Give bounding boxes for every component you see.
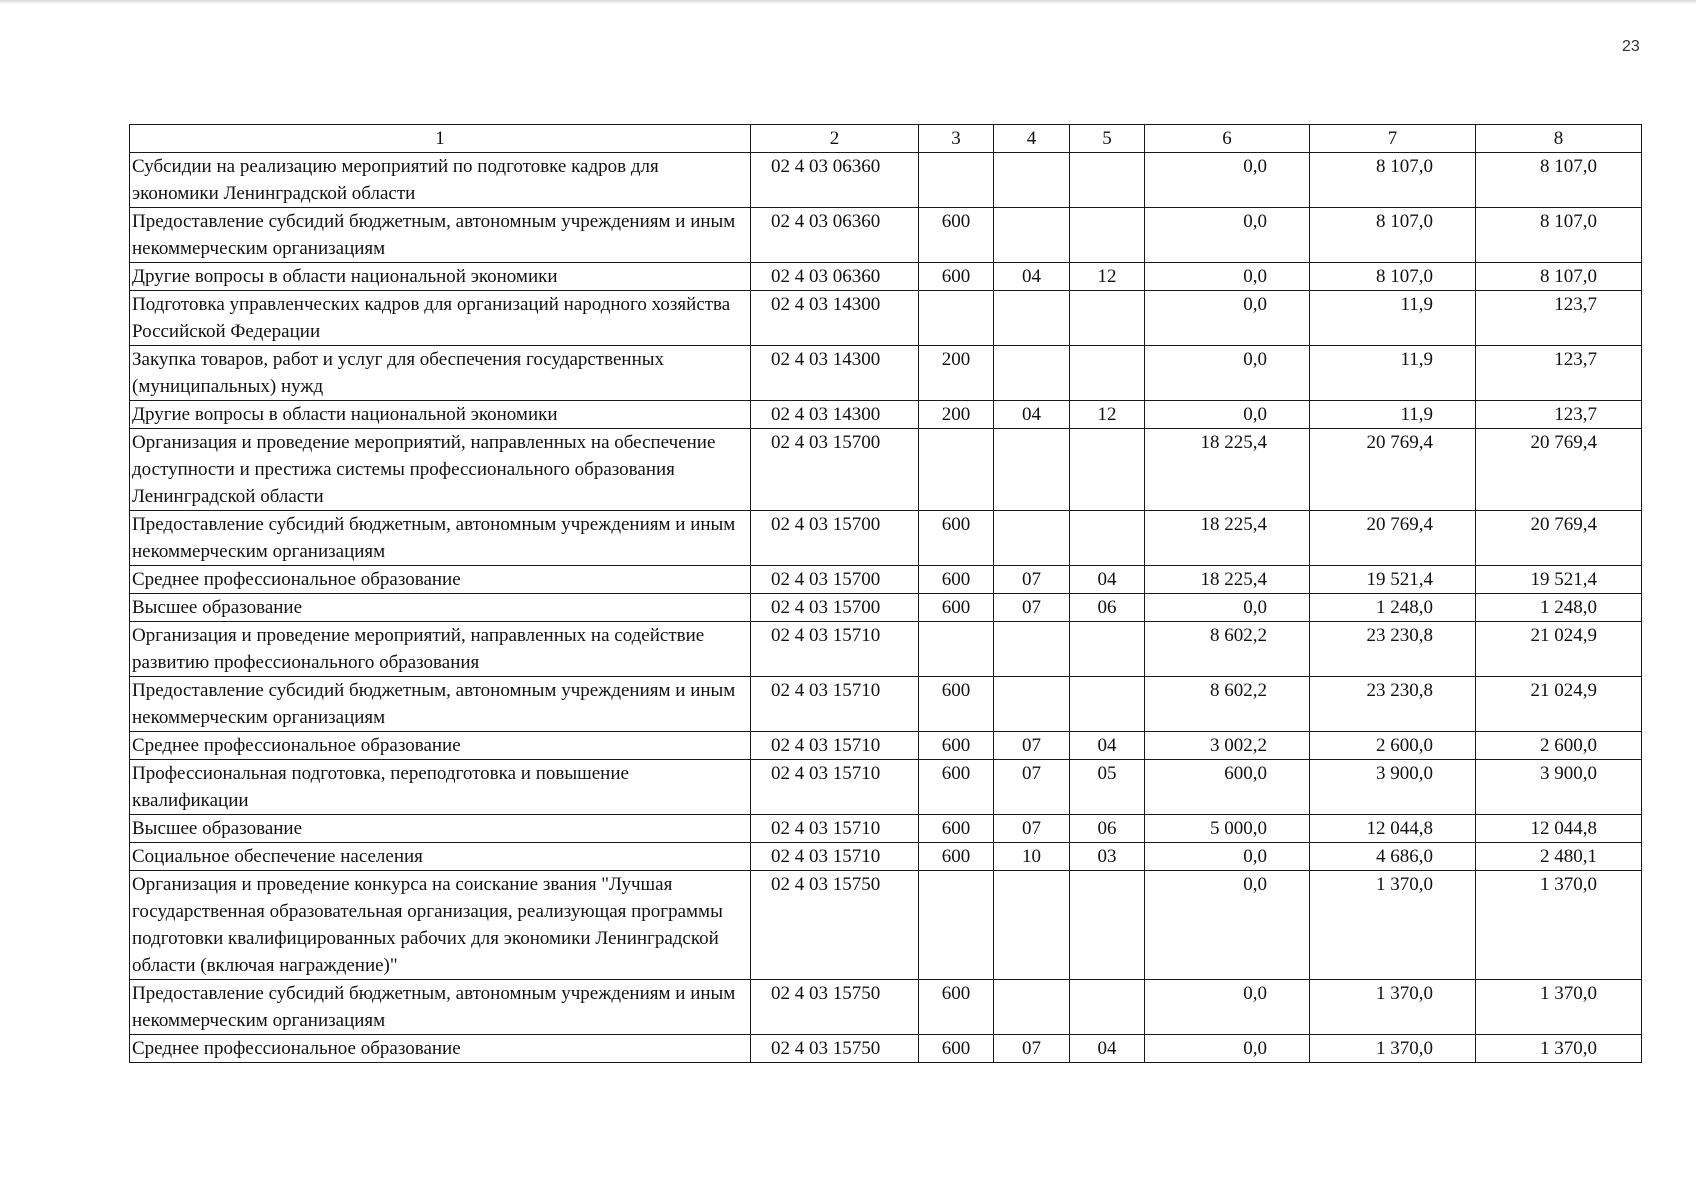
item-name-cell: Социальное обеспечение населения xyxy=(130,843,751,871)
subsection-cell: 06 xyxy=(1070,815,1145,843)
table-row xyxy=(130,263,1642,291)
page-number: 23 xyxy=(1622,38,1640,55)
target-code-cell: 02 4 03 15710 xyxy=(751,843,919,871)
item-name-cell: Организация и проведение конкурса на соискание звания "Лучшая государственная образовательная организация, реализующая программы подготовки квалифицированных рабочих для экономики Ленинградской области (включая награждение)" xyxy=(130,871,751,980)
table-row xyxy=(130,566,1642,594)
item-name-cell: Предоставление субсидий бюджетным, автономным учреждениям и иным некоммерческим организациям xyxy=(130,208,751,263)
table-row xyxy=(130,1035,1642,1063)
subsection-cell xyxy=(1070,871,1145,980)
amount-col6-cell: 600,0 xyxy=(1145,760,1310,815)
item-name-cell: Подготовка управленческих кадров для организаций народного хозяйства Российской Федерации xyxy=(130,291,751,346)
table-row xyxy=(130,843,1642,871)
amount-col6-cell: 0,0 xyxy=(1145,594,1310,622)
amount-col6-cell: 3 002,2 xyxy=(1145,732,1310,760)
target-code-cell: 02 4 03 15700 xyxy=(751,429,919,511)
amount-col8-cell: 8 107,0 xyxy=(1476,153,1642,208)
subsection-cell xyxy=(1070,208,1145,263)
expense-type-cell: 600 xyxy=(919,511,994,566)
amount-col7-cell: 11,9 xyxy=(1310,346,1476,401)
expense-type-cell: 600 xyxy=(919,263,994,291)
expense-type-cell xyxy=(919,871,994,980)
amount-col7-cell: 20 769,4 xyxy=(1310,429,1476,511)
amount-col7-cell: 1 370,0 xyxy=(1310,1035,1476,1063)
table-row xyxy=(130,346,1642,401)
expense-type-cell: 600 xyxy=(919,760,994,815)
amount-col8-cell: 8 107,0 xyxy=(1476,263,1642,291)
expense-type-cell xyxy=(919,429,994,511)
amount-col8-cell: 1 370,0 xyxy=(1476,980,1642,1035)
section-cell xyxy=(994,511,1070,566)
target-code-cell: 02 4 03 14300 xyxy=(751,291,919,346)
target-code-cell: 02 4 03 15750 xyxy=(751,1035,919,1063)
header-cell: 6 xyxy=(1145,125,1310,153)
expense-type-cell xyxy=(919,153,994,208)
expense-type-cell xyxy=(919,291,994,346)
amount-col6-cell: 0,0 xyxy=(1145,1035,1310,1063)
scan-edge xyxy=(0,0,1696,4)
amount-col8-cell: 12 044,8 xyxy=(1476,815,1642,843)
section-cell xyxy=(994,622,1070,677)
item-name-cell: Предоставление субсидий бюджетным, автономным учреждениям и иным некоммерческим организациям xyxy=(130,511,751,566)
amount-col7-cell: 12 044,8 xyxy=(1310,815,1476,843)
subsection-cell: 04 xyxy=(1070,732,1145,760)
item-name-cell: Высшее образование xyxy=(130,594,751,622)
item-name-cell: Среднее профессиональное образование xyxy=(130,566,751,594)
table-row xyxy=(130,871,1642,980)
target-code-cell: 02 4 03 15700 xyxy=(751,511,919,566)
subsection-cell: 03 xyxy=(1070,843,1145,871)
section-cell xyxy=(994,291,1070,346)
amount-col7-cell: 2 600,0 xyxy=(1310,732,1476,760)
header-cell: 5 xyxy=(1070,125,1145,153)
table-row xyxy=(130,401,1642,429)
item-name-cell: Другие вопросы в области национальной экономики xyxy=(130,401,751,429)
section-cell: 07 xyxy=(994,760,1070,815)
section-cell: 07 xyxy=(994,815,1070,843)
header-cell: 7 xyxy=(1310,125,1476,153)
section-cell xyxy=(994,980,1070,1035)
amount-col8-cell: 20 769,4 xyxy=(1476,429,1642,511)
amount-col7-cell: 8 107,0 xyxy=(1310,208,1476,263)
amount-col8-cell: 1 370,0 xyxy=(1476,871,1642,980)
amount-col7-cell: 8 107,0 xyxy=(1310,263,1476,291)
target-code-cell: 02 4 03 15710 xyxy=(751,677,919,732)
item-name-cell: Организация и проведение мероприятий, направленных на обеспечение доступности и престижа системы профессионального образования Ленинградской области xyxy=(130,429,751,511)
subsection-cell: 12 xyxy=(1070,401,1145,429)
amount-col6-cell: 18 225,4 xyxy=(1145,429,1310,511)
section-cell: 07 xyxy=(994,732,1070,760)
subsection-cell: 04 xyxy=(1070,1035,1145,1063)
expense-type-cell: 600 xyxy=(919,594,994,622)
item-name-cell: Среднее профессиональное образование xyxy=(130,732,751,760)
amount-col7-cell: 19 521,4 xyxy=(1310,566,1476,594)
amount-col8-cell: 8 107,0 xyxy=(1476,208,1642,263)
amount-col8-cell: 2 600,0 xyxy=(1476,732,1642,760)
table-row xyxy=(130,208,1642,263)
amount-col7-cell: 3 900,0 xyxy=(1310,760,1476,815)
table-body xyxy=(130,153,1642,1063)
amount-col7-cell: 1 248,0 xyxy=(1310,594,1476,622)
section-cell: 10 xyxy=(994,843,1070,871)
amount-col6-cell: 0,0 xyxy=(1145,208,1310,263)
item-name-cell: Среднее профессиональное образование xyxy=(130,1035,751,1063)
subsection-cell: 05 xyxy=(1070,760,1145,815)
amount-col7-cell: 1 370,0 xyxy=(1310,871,1476,980)
amount-col6-cell: 0,0 xyxy=(1145,871,1310,980)
header-cell: 4 xyxy=(994,125,1070,153)
table-row xyxy=(130,677,1642,732)
expense-type-cell: 600 xyxy=(919,566,994,594)
subsection-cell xyxy=(1070,346,1145,401)
amount-col7-cell: 23 230,8 xyxy=(1310,622,1476,677)
table-row xyxy=(130,815,1642,843)
table-row xyxy=(130,760,1642,815)
section-cell: 04 xyxy=(994,401,1070,429)
amount-col6-cell: 0,0 xyxy=(1145,346,1310,401)
target-code-cell: 02 4 03 15710 xyxy=(751,815,919,843)
amount-col8-cell: 123,7 xyxy=(1476,291,1642,346)
target-code-cell: 02 4 03 15700 xyxy=(751,594,919,622)
table-row xyxy=(130,732,1642,760)
target-code-cell: 02 4 03 06360 xyxy=(751,153,919,208)
section-cell: 07 xyxy=(994,566,1070,594)
item-name-cell: Субсидии на реализацию мероприятий по подготовке кадров для экономики Ленинградской области xyxy=(130,153,751,208)
expense-type-cell: 600 xyxy=(919,1035,994,1063)
amount-col6-cell: 8 602,2 xyxy=(1145,622,1310,677)
amount-col6-cell: 0,0 xyxy=(1145,263,1310,291)
subsection-cell xyxy=(1070,153,1145,208)
expense-type-cell xyxy=(919,622,994,677)
item-name-cell: Организация и проведение мероприятий, направленных на содействие развитию профессионального образования xyxy=(130,622,751,677)
section-cell xyxy=(994,871,1070,980)
amount-col7-cell: 8 107,0 xyxy=(1310,153,1476,208)
target-code-cell: 02 4 03 06360 xyxy=(751,208,919,263)
target-code-cell: 02 4 03 14300 xyxy=(751,346,919,401)
target-code-cell: 02 4 03 15750 xyxy=(751,980,919,1035)
amount-col6-cell: 5 000,0 xyxy=(1145,815,1310,843)
amount-col6-cell: 0,0 xyxy=(1145,843,1310,871)
budget-table xyxy=(129,124,1642,1063)
header-cell: 2 xyxy=(751,125,919,153)
table-row xyxy=(130,622,1642,677)
amount-col8-cell: 20 769,4 xyxy=(1476,511,1642,566)
amount-col8-cell: 2 480,1 xyxy=(1476,843,1642,871)
table-row xyxy=(130,429,1642,511)
item-name-cell: Высшее образование xyxy=(130,815,751,843)
subsection-cell: 12 xyxy=(1070,263,1145,291)
amount-col6-cell: 0,0 xyxy=(1145,291,1310,346)
amount-col6-cell: 18 225,4 xyxy=(1145,566,1310,594)
expense-type-cell: 600 xyxy=(919,732,994,760)
section-cell: 07 xyxy=(994,594,1070,622)
section-cell xyxy=(994,153,1070,208)
amount-col6-cell: 0,0 xyxy=(1145,153,1310,208)
subsection-cell xyxy=(1070,511,1145,566)
subsection-cell xyxy=(1070,677,1145,732)
expense-type-cell: 600 xyxy=(919,843,994,871)
table-row xyxy=(130,594,1642,622)
section-cell xyxy=(994,677,1070,732)
item-name-cell: Другие вопросы в области национальной экономики xyxy=(130,263,751,291)
subsection-cell: 06 xyxy=(1070,594,1145,622)
header-cell: 8 xyxy=(1476,125,1642,153)
amount-col6-cell: 8 602,2 xyxy=(1145,677,1310,732)
section-cell xyxy=(994,208,1070,263)
amount-col8-cell: 21 024,9 xyxy=(1476,677,1642,732)
target-code-cell: 02 4 03 15700 xyxy=(751,566,919,594)
subsection-cell xyxy=(1070,622,1145,677)
amount-col7-cell: 11,9 xyxy=(1310,291,1476,346)
section-cell xyxy=(994,346,1070,401)
target-code-cell: 02 4 03 15710 xyxy=(751,622,919,677)
expense-type-cell: 600 xyxy=(919,980,994,1035)
amount-col7-cell: 11,9 xyxy=(1310,401,1476,429)
amount-col6-cell: 0,0 xyxy=(1145,401,1310,429)
expense-type-cell: 200 xyxy=(919,346,994,401)
subsection-cell: 04 xyxy=(1070,566,1145,594)
target-code-cell: 02 4 03 15710 xyxy=(751,760,919,815)
section-cell: 07 xyxy=(994,1035,1070,1063)
header-cell: 3 xyxy=(919,125,994,153)
subsection-cell xyxy=(1070,980,1145,1035)
expense-type-cell: 600 xyxy=(919,208,994,263)
item-name-cell: Закупка товаров, работ и услуг для обеспечения государственных (муниципальных) нужд xyxy=(130,346,751,401)
header-row xyxy=(130,125,1642,153)
amount-col6-cell: 0,0 xyxy=(1145,980,1310,1035)
amount-col8-cell: 123,7 xyxy=(1476,346,1642,401)
amount-col8-cell: 123,7 xyxy=(1476,401,1642,429)
item-name-cell: Предоставление субсидий бюджетным, автономным учреждениям и иным некоммерческим организациям xyxy=(130,980,751,1035)
table-row xyxy=(130,980,1642,1035)
amount-col8-cell: 1 370,0 xyxy=(1476,1035,1642,1063)
table-row xyxy=(130,511,1642,566)
amount-col7-cell: 23 230,8 xyxy=(1310,677,1476,732)
header-cell: 1 xyxy=(130,125,751,153)
amount-col7-cell: 1 370,0 xyxy=(1310,980,1476,1035)
target-code-cell: 02 4 03 15710 xyxy=(751,732,919,760)
target-code-cell: 02 4 03 14300 xyxy=(751,401,919,429)
item-name-cell: Профессиональная подготовка, переподготовка и повышение квалификации xyxy=(130,760,751,815)
subsection-cell xyxy=(1070,429,1145,511)
table-row xyxy=(130,153,1642,208)
section-cell xyxy=(994,429,1070,511)
expense-type-cell: 600 xyxy=(919,815,994,843)
table-row xyxy=(130,291,1642,346)
target-code-cell: 02 4 03 15750 xyxy=(751,871,919,980)
target-code-cell: 02 4 03 06360 xyxy=(751,263,919,291)
section-cell: 04 xyxy=(994,263,1070,291)
amount-col7-cell: 20 769,4 xyxy=(1310,511,1476,566)
amount-col7-cell: 4 686,0 xyxy=(1310,843,1476,871)
amount-col8-cell: 21 024,9 xyxy=(1476,622,1642,677)
expense-type-cell: 200 xyxy=(919,401,994,429)
amount-col8-cell: 1 248,0 xyxy=(1476,594,1642,622)
expense-type-cell: 600 xyxy=(919,677,994,732)
amount-col8-cell: 3 900,0 xyxy=(1476,760,1642,815)
budget-sheet xyxy=(129,124,1642,1063)
amount-col6-cell: 18 225,4 xyxy=(1145,511,1310,566)
item-name-cell: Предоставление субсидий бюджетным, автономным учреждениям и иным некоммерческим организациям xyxy=(130,677,751,732)
subsection-cell xyxy=(1070,291,1145,346)
amount-col8-cell: 19 521,4 xyxy=(1476,566,1642,594)
